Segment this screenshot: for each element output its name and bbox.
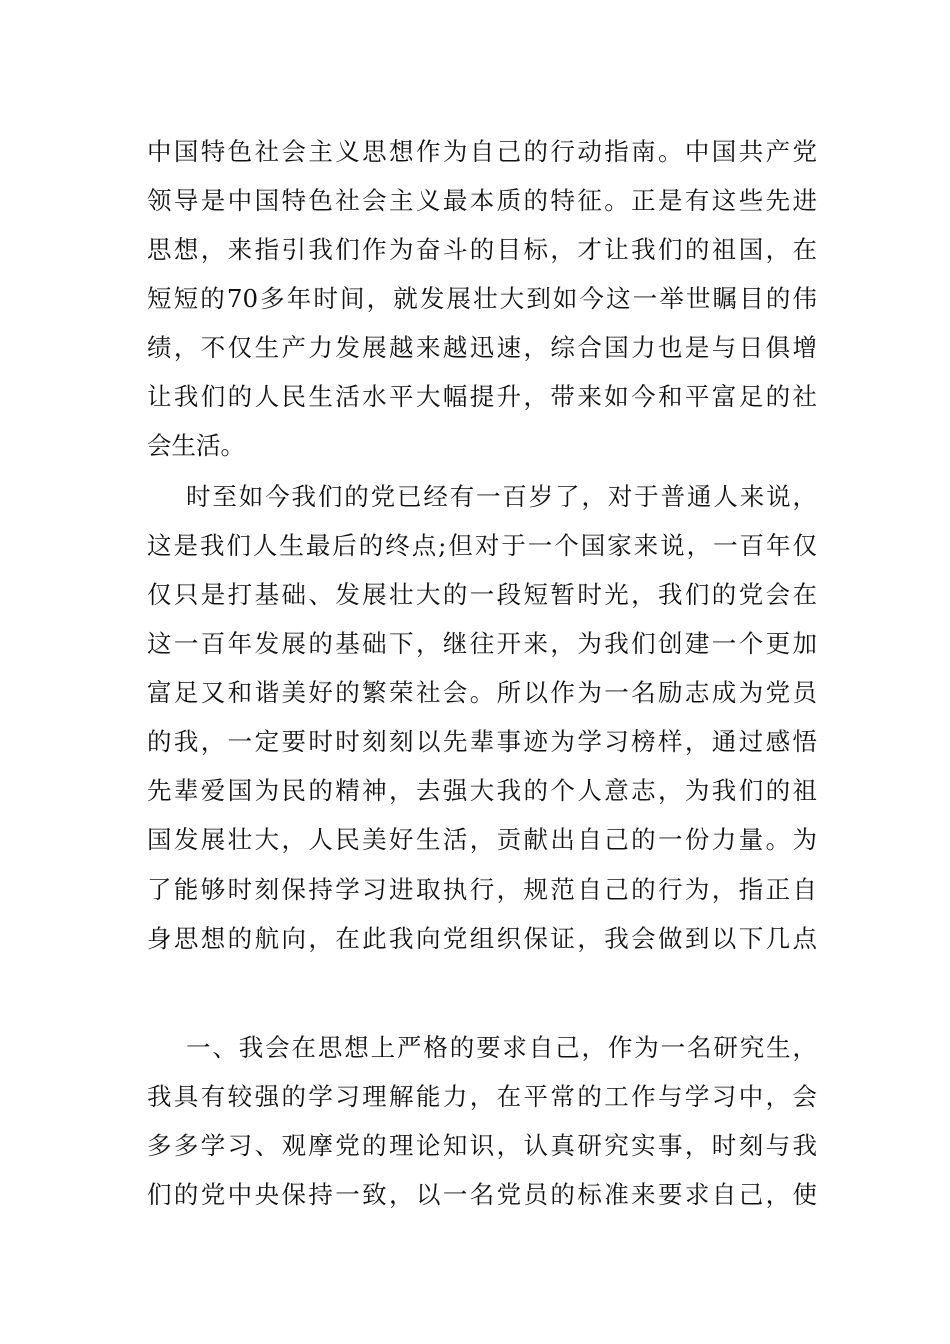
text-line: 会生活。 [147,431,245,460]
text-line: 这是我们人生最后的终点;但对于一个国家来说，一百年仅 [147,531,817,560]
text-line: 这一百年发展的基础下，继往开来，为我们创建一个更加 [147,629,817,658]
text-line: 先辈爱国为民的精神，去强大我的个人意志，为我们的祖 [147,776,817,805]
text-line: 富足又和谐美好的繁荣社会。所以作为一名励志成为党员 [147,678,817,707]
text-line: 思想，来指引我们作为奋斗的目标，才让我们的祖国，在 [147,235,817,264]
text-line: 了能够时刻保持学习进取执行，规范自己的行为，指正自 [147,875,817,904]
text-line: 国发展壮大，人民美好生活，贡献出自己的一份力量。为 [147,825,817,854]
text-line: 领导是中国特色社会主义最本质的特征。正是有这些先进 [147,186,817,215]
text-line: 绩，不仅生产力发展越来越迅速，综合国力也是与日俱增 [147,333,817,362]
text-line: 短短的70多年时间，就发展壮大到如今这一举世瞩目的伟 [147,284,817,313]
text-line: 身思想的航向，在此我向党组织保证，我会做到以下几点 [147,924,817,953]
paragraph-first-line: 一、我会在思想上严格的要求自己，作为一名研究生， [186,1033,817,1062]
text-line: 多多学习、观摩党的理论知识，认真研究实事，时刻与我 [147,1131,817,1160]
paragraph-first-line: 时至如今我们的党已经有一百岁了，对于普通人来说， [186,482,817,511]
text-line: 中国特色社会主义思想作为自己的行动指南。中国共产党 [147,137,817,166]
text-line: 让我们的人民生活水平大幅提升，带来如今和平富足的社 [147,382,817,411]
text-line: 我具有较强的学习理解能力，在平常的工作与学习中，会 [147,1082,817,1111]
text-line: 的我，一定要时时刻刻以先辈事迹为学习榜样，通过感悟 [147,727,817,756]
text-line: 们的党中央保持一致，以一名党员的标准来要求自己，使 [147,1180,817,1209]
text-line: 仅只是打基础、发展壮大的一段短暂时光，我们的党会在 [147,580,817,609]
